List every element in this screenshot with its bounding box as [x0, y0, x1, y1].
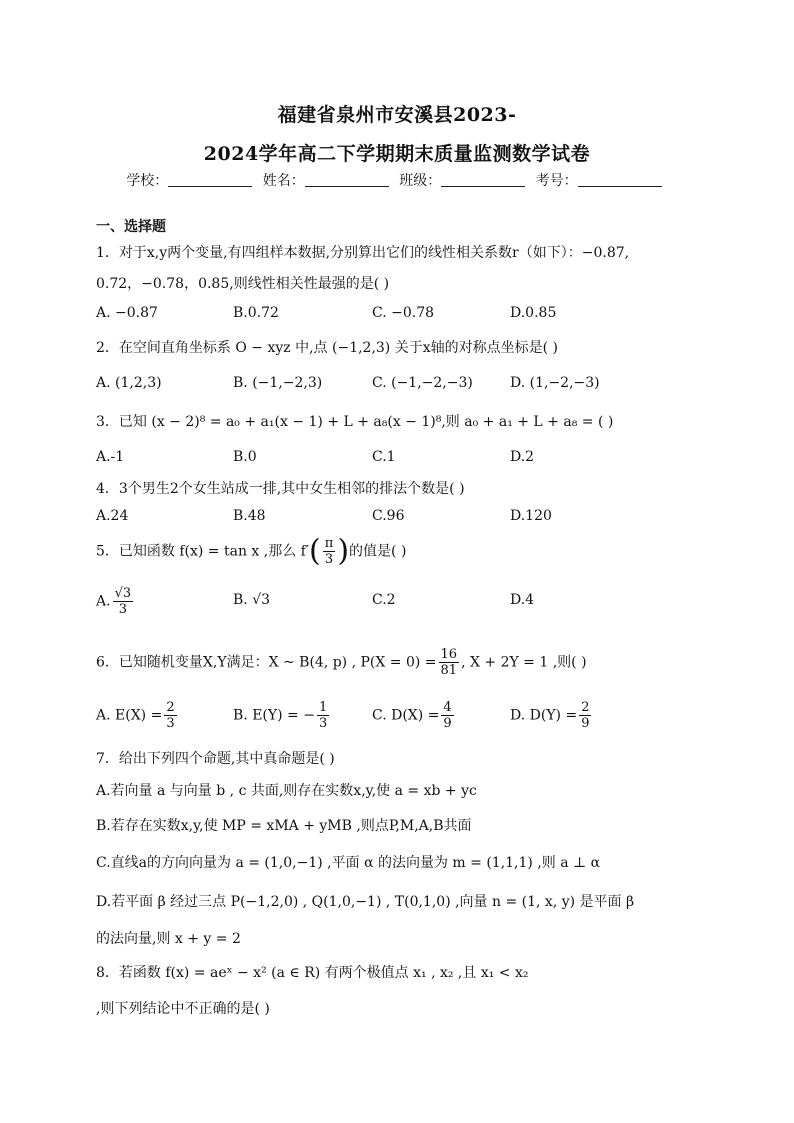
- exam-title-line1: 福建省泉州市安溪县2023-: [277, 104, 517, 126]
- q5-frac-num: π: [324, 536, 334, 551]
- q5-a-label: A.: [96, 593, 111, 610]
- q7-option-a: A.若向量 a 与向量 b , c 共面,则存在实数x,y,使 a = xb + yc: [96, 783, 477, 799]
- q4-option-d: D.120: [510, 508, 552, 524]
- q2-option-d: D. (1,−2,−3): [510, 375, 600, 391]
- q6-d-den: 9: [581, 716, 590, 731]
- q5-option-a: [96, 586, 135, 617]
- q5-frac-den: 3: [324, 552, 334, 567]
- q5-a-den: 3: [118, 602, 127, 617]
- q5-stem-post: 的值是( ): [349, 543, 407, 560]
- q6-line1: [96, 647, 587, 678]
- section-heading: 一、选择题: [96, 219, 166, 235]
- q6-c-den: 9: [443, 716, 452, 731]
- q7-option-d-line1: D.若平面 β 经过三点 P(−1,2,0) , Q(1,0,−1) , T(0,1,0) ,向量 n = (1, x, y) 是平面 β: [96, 894, 635, 910]
- q5-fraction: [323, 536, 336, 567]
- q1-option-c: C. −0.78: [372, 305, 435, 321]
- q6-b-den: 3: [318, 716, 328, 731]
- q1-option-a: A. −0.87: [96, 305, 158, 321]
- q6-stem-pre: 6．已知随机变量X,Y满足：X ~ B(4, p) , P(X = 0) =: [96, 654, 437, 671]
- q6-a-num: 2: [166, 700, 175, 715]
- name-blank[interactable]: [305, 172, 389, 187]
- class-blank[interactable]: [441, 172, 525, 187]
- q5-a-num: √3: [114, 586, 132, 601]
- q8-line1: 8．若函数 f(x) = aeˣ − x² (a ∈ R) 有两个极值点 x₁ , x₂ ,且 x₁ < x₂: [96, 965, 529, 981]
- q6-c-fraction: [441, 700, 453, 731]
- q6-option-b: [233, 700, 331, 731]
- q5-paren-close: ): [337, 533, 350, 569]
- q6-option-a: [96, 700, 179, 731]
- q6-b-fraction: [317, 700, 329, 731]
- q5-line1: [96, 533, 407, 569]
- q2-option-c: C. (−1,−2,−3): [372, 375, 473, 391]
- exam-no-blank[interactable]: [578, 172, 662, 187]
- q2-line1: 2．在空间直角坐标系 O − xyz 中,点 (−1,2,3) 关于x轴的对称点坐标是( ): [96, 340, 558, 356]
- q7-option-d-line2: 的法向量,则 x + y = 2: [96, 931, 241, 947]
- q4-line1: 4．3个男生2个女生站成一排,其中女生相邻的排法个数是( ): [96, 481, 465, 497]
- q2-option-a: A. (1,2,3): [96, 375, 162, 391]
- q5-option-b: B. √3: [233, 592, 271, 608]
- q6-b-label: B. E(Y) = −: [233, 707, 315, 724]
- q7-option-b: B.若存在实数x,y,使 MP = xMA + yMB ,则点P,M,A,B共面: [96, 818, 472, 834]
- school-label: 学校：: [126, 173, 169, 189]
- q4-option-c: C.96: [372, 508, 405, 524]
- q3-option-c: C.1: [372, 449, 396, 465]
- q6-d-fraction: [579, 700, 591, 731]
- school-blank[interactable]: [168, 172, 252, 187]
- q6-stem-post: , X + 2Y = 1 ,则( ): [461, 654, 587, 671]
- q6-frac-den: 81: [440, 663, 458, 678]
- q1-option-b: B.0.72: [233, 305, 279, 321]
- q7-option-c: C.直线a的方向向量为 a = (1,0,−1) ,平面 α 的法向量为 m = (1,1,1) ,则 a ⊥ α: [96, 855, 601, 871]
- q5-option-d: D.4: [510, 592, 535, 608]
- q1-option-d: D.0.85: [510, 305, 557, 321]
- q4-option-b: B.48: [233, 508, 266, 524]
- q2-option-b: B. (−1,−2,3): [233, 375, 323, 391]
- q1-line2: 0.72，−0.78，0.85,则线性相关性最强的是( ): [96, 276, 390, 292]
- q6-b-num: 1: [318, 700, 328, 715]
- exam-no-label: 考号：: [535, 173, 578, 189]
- q3-line1: 3．已知 (x − 2)⁸ = a₀ + a₁(x − 1) + L + a₈(x − 1)⁸,则 a₀ + a₁ + L + a₈ = ( ): [96, 414, 614, 430]
- q1-line1: 1．对于x,y两个变量,有四组样本数据,分别算出它们的线性相关系数r（如下）：−0.87,: [96, 245, 630, 261]
- q6-option-d: [510, 700, 593, 731]
- q6-c-num: 4: [443, 700, 452, 715]
- q5-option-c: C.2: [372, 592, 396, 608]
- q6-option-c: [372, 700, 456, 731]
- q6-a-fraction: [164, 700, 176, 731]
- q6-a-label: A. E(X) =: [96, 707, 163, 724]
- q3-option-d: D.2: [510, 449, 535, 465]
- q3-option-b: B.0: [233, 449, 257, 465]
- q6-d-num: 2: [581, 700, 590, 715]
- class-label: 班级：: [399, 173, 442, 189]
- q5-paren-open: (: [309, 533, 321, 569]
- exam-title-line2: 2024学年高二下学期期末质量监测数学试卷: [203, 143, 591, 165]
- q6-c-label: C. D(X) =: [372, 707, 440, 724]
- student-info-row: [0, 170, 794, 190]
- q8-line2: ,则下列结论中不正确的是( ): [96, 1001, 270, 1017]
- q6-a-den: 3: [166, 716, 175, 731]
- q3-option-a: A.-1: [96, 449, 125, 465]
- q7-line1: 7．给出下列四个命题,其中真命题是( ): [96, 751, 335, 767]
- q4-option-a: A.24: [96, 508, 129, 524]
- q5-a-fraction: [113, 586, 134, 617]
- q6-d-label: D. D(Y) =: [510, 707, 578, 724]
- name-label: 姓名：: [262, 173, 305, 189]
- q5-stem-pre: 5．已知函数 f(x) = tan x ,那么 f′: [96, 543, 310, 560]
- q6-frac-num: 16: [440, 647, 458, 662]
- q6-fraction: [439, 647, 460, 678]
